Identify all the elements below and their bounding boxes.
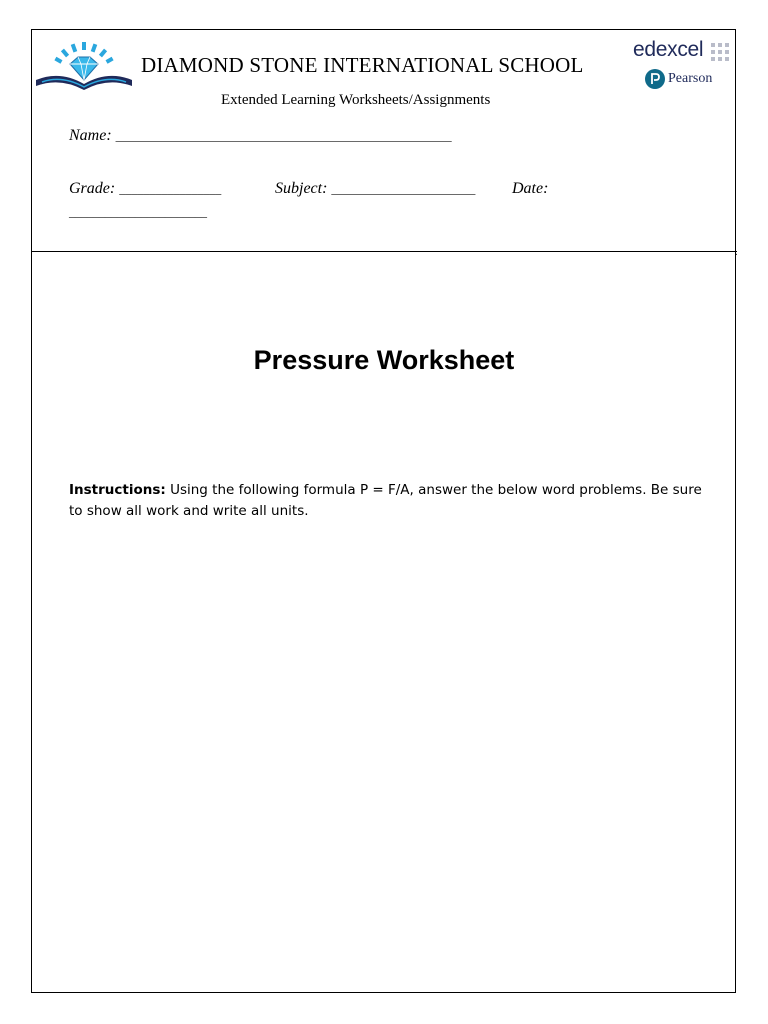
grade-line: _________________	[119, 182, 222, 196]
subject-label: Subject:	[275, 180, 328, 197]
date-field[interactable]	[512, 180, 548, 198]
page-title: Pressure Worksheet	[253, 345, 515, 375]
subject-line: ________________________	[331, 182, 476, 196]
edexcel-logo: edexcel	[633, 38, 704, 61]
pearson-logo-text: Pearson	[668, 71, 713, 86]
school-name: DIAMOND STONE INTERNATIONAL SCHOOL	[141, 53, 584, 77]
divider-mark: .	[735, 247, 738, 258]
instructions-text: Using the following formula P = F/A, answer the below word problems. Be sure to show all work and write all units.	[69, 482, 702, 519]
date-line: _______________________	[69, 205, 207, 219]
header-divider	[31, 251, 737, 252]
pearson-logo-icon	[645, 69, 665, 89]
subject-field[interactable]	[275, 180, 475, 198]
worksheet-subtitle: Extended Learning Worksheets/Assignments	[221, 92, 491, 108]
name-line: ________________________________________________________	[115, 129, 452, 143]
name-label: Name:	[69, 127, 112, 144]
instructions-label: Instructions:	[69, 482, 166, 498]
grade-field[interactable]	[69, 180, 221, 198]
date-label: Date:	[512, 180, 549, 197]
date-line-field[interactable]	[69, 203, 207, 221]
edexcel-grid-icon	[711, 43, 729, 61]
name-field[interactable]	[69, 127, 452, 145]
instructions	[69, 480, 709, 522]
diamond-book-logo-icon	[34, 40, 134, 94]
grade-label: Grade:	[69, 180, 116, 197]
